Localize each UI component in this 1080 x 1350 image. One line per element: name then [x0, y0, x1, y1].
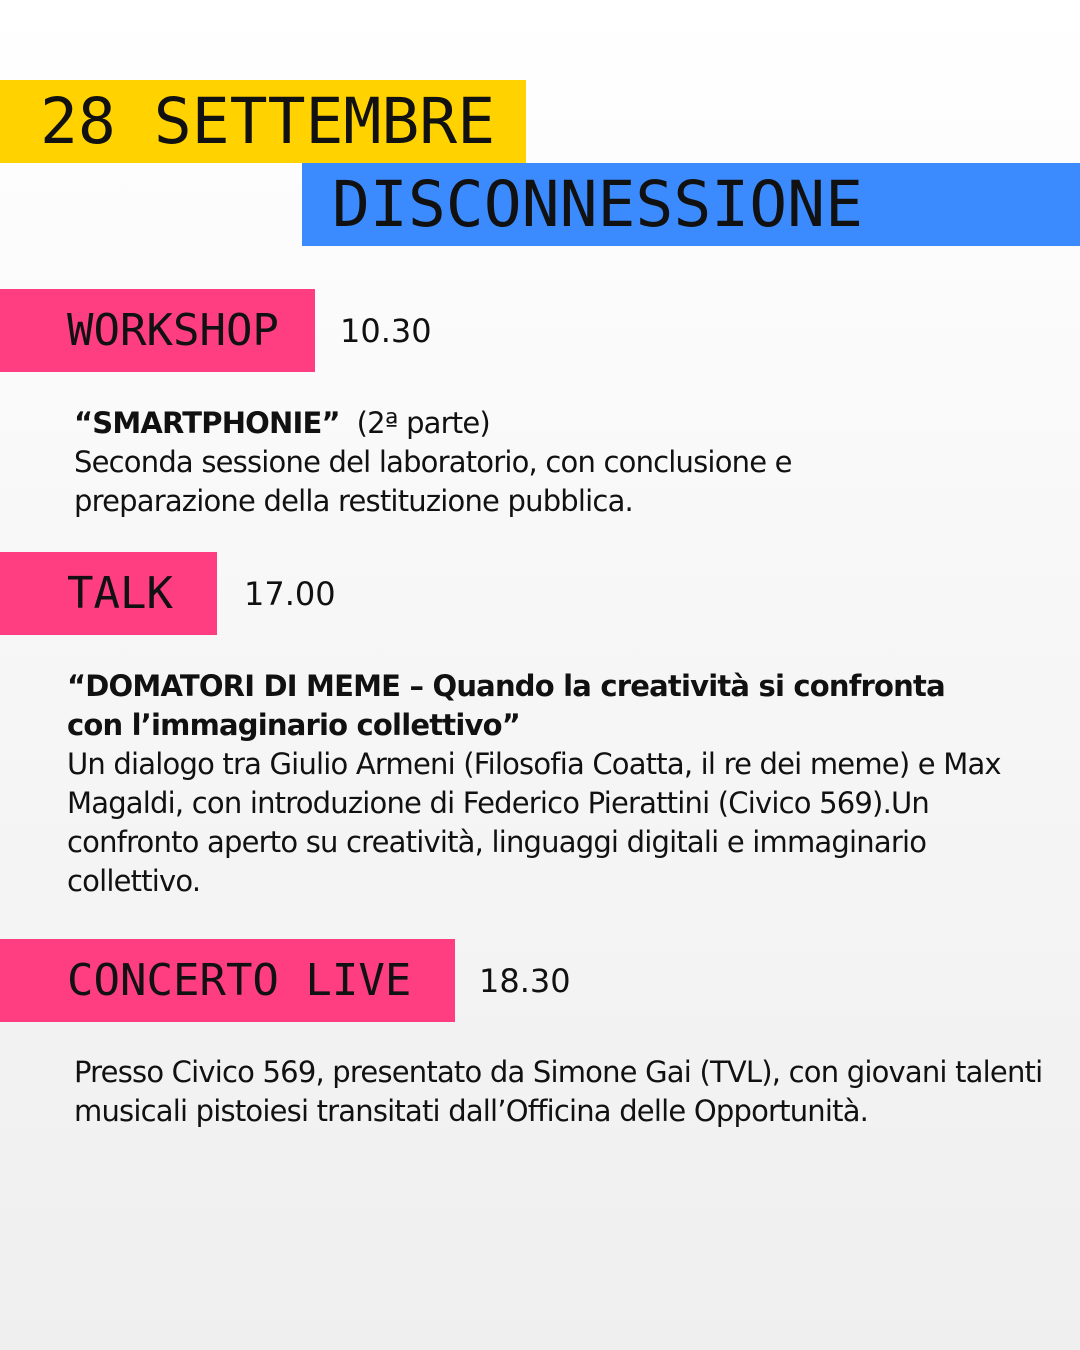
talk-description: Un dialogo tra Giulio Armeni (Filosofia Coatta, il re dei meme) e Max Magaldi, con introduzione di Federico Pierattini (Civico 569).Un confronto aperto su creatività, linguaggi digitali e immaginario collettivo.	[67, 747, 1001, 898]
workshop-tag	[0, 289, 315, 372]
talk-tag-label: TALK	[67, 568, 173, 619]
concert-time: 18.30	[479, 962, 571, 1000]
date-text: 28 SETTEMBRE	[40, 85, 496, 158]
concert-tag-label: CONCERTO LIVE	[67, 955, 412, 1006]
theme-text: DISCONNESSIONE	[332, 168, 864, 241]
talk-title: “DOMATORI DI MEME – Quando la creatività si confronta con l’immaginario collettivo”	[67, 669, 945, 742]
date-banner	[0, 80, 526, 163]
talk-time: 17.00	[244, 575, 336, 613]
workshop-title: “SMARTPHONIE”	[74, 406, 340, 440]
concert-description: Presso Civico 569, presentato da Simone Gai (TVL), con giovani talenti musicali pistoiesi transitati dall’Officina delle Opportunità.	[74, 1055, 1043, 1128]
talk-tag	[0, 552, 217, 635]
workshop-description: Seconda sessione del laboratorio, con conclusione e preparazione della restituzione pubblica.	[74, 445, 792, 518]
concert-tag	[0, 939, 455, 1022]
workshop-subtitle: (2ª parte)	[356, 406, 490, 440]
concert-details	[74, 1053, 1049, 1131]
theme-banner	[302, 163, 1080, 246]
workshop-time: 10.30	[340, 312, 432, 350]
talk-details	[67, 667, 1002, 901]
workshop-tag-label: WORKSHOP	[67, 305, 279, 356]
workshop-details	[74, 404, 874, 521]
